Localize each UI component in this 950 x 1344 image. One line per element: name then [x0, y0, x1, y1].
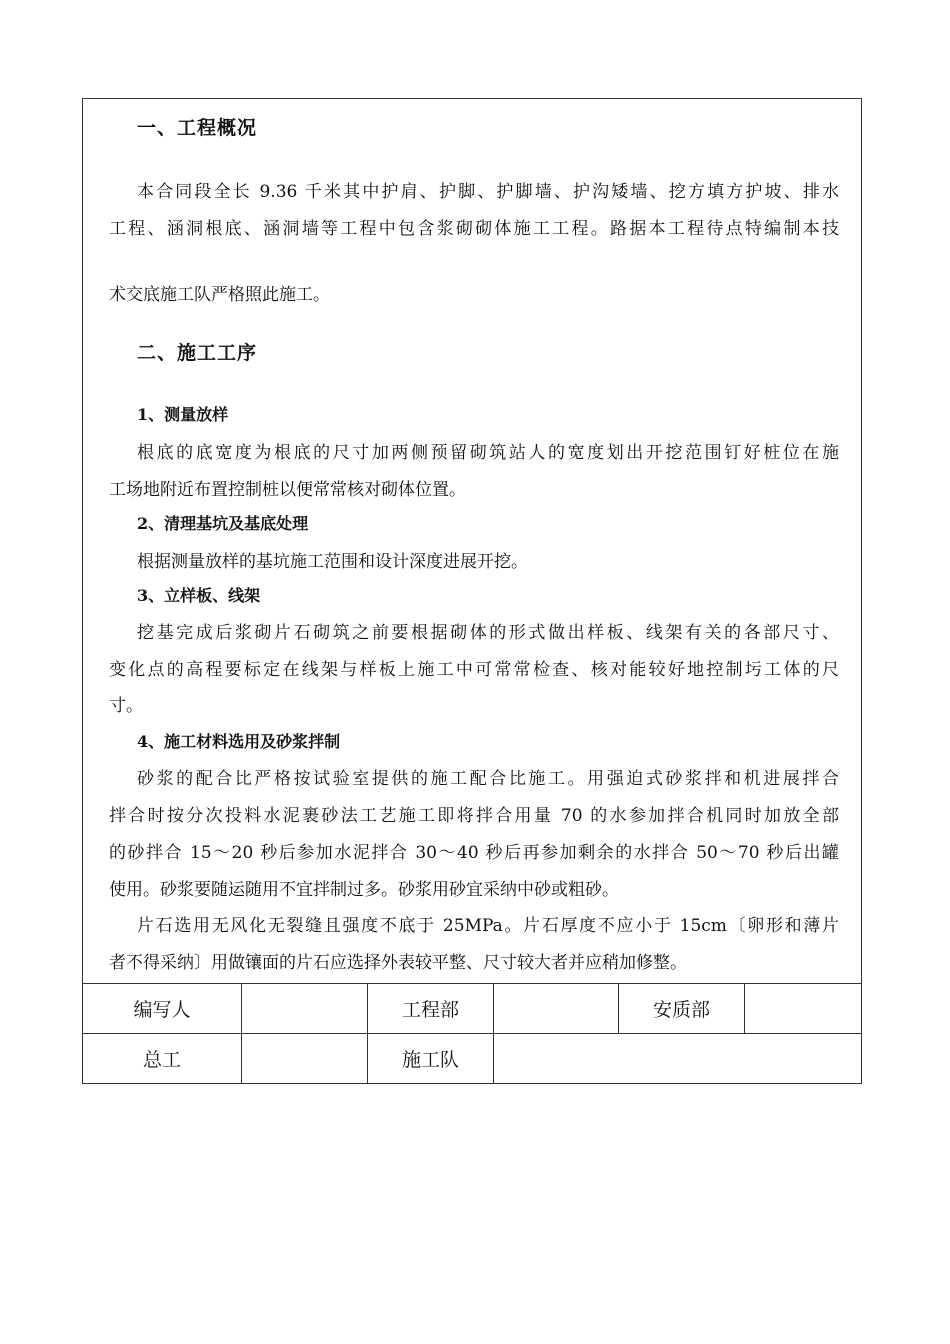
- paragraph-line: 工程、涵洞根底、涵洞墙等工程中包含浆砌砌体施工工程。路据本工程待点特编制本技: [109, 219, 839, 239]
- document-body: [83, 99, 861, 983]
- author-field[interactable]: [242, 984, 368, 1034]
- construction-team-label: 施工队: [368, 1034, 494, 1084]
- engineering-dept-field[interactable]: [494, 984, 619, 1034]
- paragraph-line: 根据测量放样的基坑施工范围和设计深度进展开挖。: [137, 552, 528, 572]
- paragraph-line: 挖基完成后浆砌片石砌筑之前要根据砌体的形式做出样板、线架有关的各部尺寸、: [137, 623, 839, 643]
- signoff-row: [83, 1034, 862, 1084]
- paragraph-line: 根底的底宽度为根底的尺寸加两侧预留砌筑站人的宽度划出开挖范围钉好桩位在施: [137, 443, 839, 463]
- subsection-heading-excavation: 2、清理基坑及基底处理: [137, 514, 309, 533]
- paragraph-line: 者不得采纳〕用做镶面的片石应选择外表较平整、尺寸较大者并应稍加修整。: [109, 953, 687, 973]
- subsection-heading-survey: 1、测量放样: [137, 405, 229, 424]
- chief-engineer-label: 总工: [83, 1034, 242, 1084]
- construction-team-field[interactable]: [494, 1034, 862, 1084]
- paragraph-line: 片石选用无风化无裂缝且强度不底于 25MPa。片石厚度不应小于 15cm〔卵形和薄片: [137, 916, 839, 936]
- safety-dept-field[interactable]: [745, 984, 862, 1034]
- paragraph-line: 术交底施工队严格照此施工。: [109, 285, 330, 305]
- paragraph-line: 寸。: [109, 696, 143, 716]
- signoff-row: [83, 984, 862, 1034]
- paragraph-line: 变化点的高程要标定在线架与样板上施工中可常常检查、核对能较好地控制圬工体的尺: [109, 660, 839, 680]
- subsection-heading-materials: 4、施工材料选用及砂浆拌制: [137, 732, 341, 751]
- paragraph-line: 本合同段全长 9.36 千米其中护肩、护脚、护脚墙、护沟矮墙、挖方填方护坡、排水: [137, 182, 839, 202]
- document-frame: [82, 98, 862, 1084]
- paragraph-line: 砂浆的配合比严格按试验室提供的施工配合比施工。用强迫式砂浆拌和机进展拌合: [137, 769, 839, 789]
- section-heading-overview: 一、工程概况: [137, 117, 258, 139]
- author-label: 编写人: [83, 984, 242, 1034]
- section-heading-procedure: 二、施工工序: [137, 342, 258, 364]
- paragraph-line: 的砂拌合 15～20 秒后参加水泥拌合 30～40 秒后再参加剩余的水拌合 50～70 秒后出罐: [109, 843, 839, 863]
- paragraph-line: 拌合时按分次投料水泥裹砂法工艺施工即将拌合用量 70 的水参加拌合机同时加放全部: [109, 806, 839, 826]
- paragraph-line: 使用。砂浆要随运随用不宜拌制过多。砂浆用砂宜采纳中砂或粗砂。: [109, 880, 619, 900]
- paragraph-line: 工场地附近布置控制桩以便常常核对砌体位置。: [109, 480, 466, 500]
- signoff-table: [82, 983, 862, 1084]
- chief-engineer-field[interactable]: [242, 1034, 368, 1084]
- engineering-dept-label: 工程部: [368, 984, 494, 1034]
- subsection-heading-template: 3、立样板、线架: [137, 586, 261, 605]
- safety-dept-label: 安质部: [619, 984, 745, 1034]
